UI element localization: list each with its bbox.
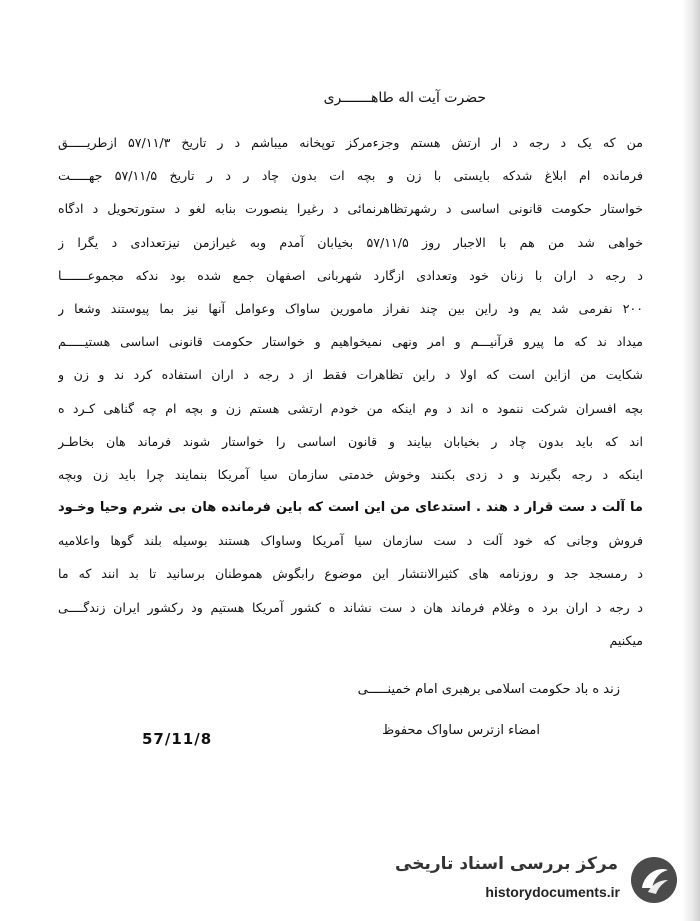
archive-logo-icon: [628, 854, 680, 906]
letter-line: د رجه د اران با زنان خود وتعدادی ازگارد شهربانی اصفهان جمع شده بود ندکه مجموعـــــــا: [58, 267, 643, 283]
closing-slogan: زند ه باد حکومت اسلامی برهبری امام خمینـــــی: [357, 682, 620, 697]
letter-line: خواهی شد من هم با الاجبار روز ۵۷/۱۱/۵ بخیابان آمدم وبه غیرازمن نیزتعدادی د یگرا ز: [58, 234, 643, 250]
letter-body: [58, 126, 643, 657]
scan-edge-shadow: [682, 0, 700, 921]
letter-line: فرمانده ام ابلاغ شدکه بایستی با زن و بچه ات بدون چاد ر د ر تاریخ ۵۷/۱۱/۵ جهـــــت: [58, 168, 643, 184]
letter-line: اینکه د رجه بگیرند و د زدی بکنند وخوش خدمتی سازمان سیا آمریکا بنمایند چرا باید زن وبچه: [58, 466, 643, 482]
letter-line: من که یک د رجه د ار ارتش هستم وجزءمرکز توپخانه میباشم د ر تاریخ ۵۷/۱۱/۳ ازطریـــــق: [58, 135, 643, 150]
letter-line: میکنیم: [609, 632, 643, 648]
letter-line: اند که باید بدون چاد ر بخیابان بیایند و قانون اساسی را خواستار شوند فرماند هان بخاطـر: [58, 433, 643, 449]
letter-address: حضرت آیت اله طاهـــــــری: [323, 90, 486, 106]
watermark-title: مرکز بررسی اسناد تاریخی: [395, 854, 618, 874]
letter-line: بچه افسران شرکت ننمود ه اند د وم اینکه من خودم ارتشی هستم زن و بچه ام چه گناهی کـرد ه: [58, 400, 643, 416]
letter-line: میداد ند که ما پیرو قرآنیـــم و امر ونهی نمیخواهیم و خواستار حکومت قانونی اساسی هستیـــــم: [58, 334, 643, 350]
letter-line: د رمسجد جد و روزنامه های کثیرالانتشار این موضوع رابگوش هموطنان برسانید تا بد انند که ما: [58, 566, 643, 582]
letter-date: 57/11/8: [142, 730, 213, 748]
letter-line: فروش وجانی که خود آلت د ست سازمان سیا آمریکا وساواک هستند بوسیله بلند گوها واعلامیه: [58, 533, 643, 549]
letter-line: ما آلت د ست قرار د هند . استدعای من این است که باین فرمانده هان بی شرم وحیا وخـود: [58, 500, 643, 516]
site-watermark: [388, 848, 688, 912]
letter-line: ۲۰۰ نفرمی شد یم ود راین بین چند نفراز مامورین ساواک وعوامل آنها نیز بما پیوستند وشعا ر: [58, 300, 643, 316]
signature-note: امضاء ازترس ساواک محفوظ: [382, 723, 540, 738]
watermark-url: historydocuments.ir: [485, 884, 620, 900]
letter-line: خواستار حکومت قانونی اساسی د رشهرتظاهرنمائی د رغیرا ینصورت بنابه لغو د ستورتحویل د ادگاه: [58, 201, 643, 217]
letter-line: شکایت من ازاین است که اولا د راین تظاهرات فقط از د رجه د اران استفاده کرد ند و زن و: [58, 367, 643, 383]
letter-line: د رجه د اران برد ه وغلام فرماند هان د ست نشاند ه کشور آمریکا هستیم ود رکشور ایران زندگــــی: [58, 599, 643, 615]
